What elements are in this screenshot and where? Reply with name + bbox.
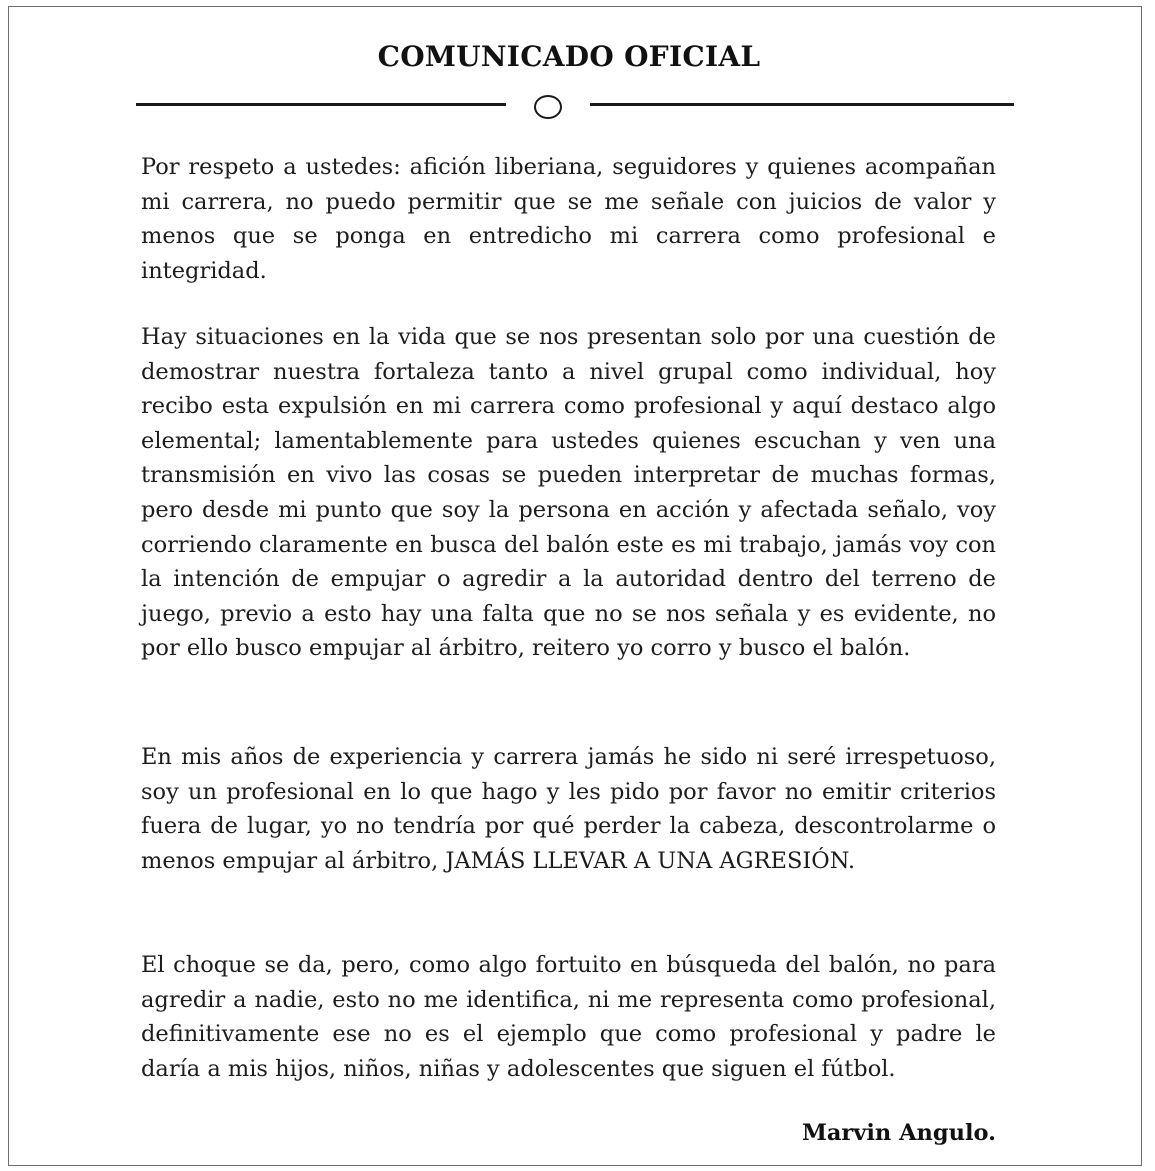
paragraph-2: Hay situaciones en la vida que se nos presentan solo por una cuestión de demostrar nuestra fortaleza tanto a nivel grupal como individual, hoy recibo esta expulsión en mi carrera como profesional y aquí destaco algo elemental; lamentablemente para ustedes quienes escuchan y ven una transmisión en vivo las cosas se pueden interpretar de muchas formas, pero desde mi punto que soy la persona en acción y afectada señalo, voy corriendo claramente en busca del balón este es mi trabajo, jamás voy con la intención de empujar o agredir a la autoridad dentro del terreno de juego, previo a esto hay una falta que no se nos señala y es evidente, no por ello busco empujar al árbitro, reitero yo corro y busco el balón.	[141, 324, 996, 662]
paragraph-1: Por respeto a ustedes: afición liberiana, seguidores y quienes acompañan mi carrera, no puedo permitir que se me señale con juicios de valor y menos que se ponga en entredicho mi carrera como profesional e integridad.	[141, 154, 996, 284]
divider-line-right	[590, 103, 1014, 106]
circle-ornament-icon	[534, 95, 562, 119]
paragraph-4: El choque se da, pero, como algo fortuito en búsqueda del balón, no para agredir a nadie, esto no me identifica, ni me representa como profesional, definitivamente ese no es el ejemplo que como profesional y padre le daría a mis hijos, niños, niñas y adolescentes que siguen el fútbol.	[141, 952, 996, 1082]
divider-line-left	[136, 103, 506, 106]
paragraph-3: En mis años de experiencia y carrera jamás he sido ni seré irrespetuoso, soy un profesional en lo que hago y les pido por favor no emitir criterios fuera de lugar, yo no tendría por qué perder la cabeza, descontrolarme o menos empujar al árbitro, JAMÁS LLEVAR A UNA AGRESIÓN.	[141, 744, 996, 874]
document-title: COMUNICADO OFICIAL	[377, 40, 761, 73]
signature: Marvin Angulo.	[801, 1120, 996, 1146]
